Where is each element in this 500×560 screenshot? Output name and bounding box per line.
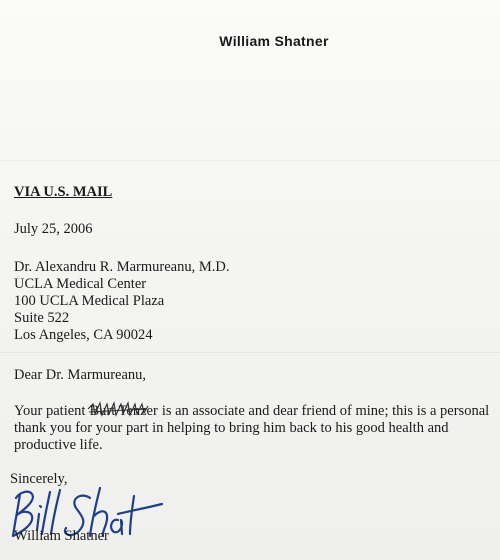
letter-body bbox=[14, 403, 496, 454]
address-line: UCLA Medical Center bbox=[14, 276, 147, 292]
address-line: Dr. Alexandru R. Marmureanu, M.D. bbox=[14, 259, 230, 275]
redacted-patient-name bbox=[89, 403, 157, 420]
body-text-end: is an associate and dear friend of mine; this is a personal thank you for your part in helping to bring him back to his good health and productive life. bbox=[14, 403, 490, 453]
body-text-start: Your patient bbox=[14, 403, 86, 419]
redaction-scribble bbox=[87, 400, 149, 420]
address-line: Los Angeles, CA 90024 bbox=[14, 327, 153, 343]
address-line: 100 UCLA Medical Plaza bbox=[14, 293, 165, 309]
letter-date: July 25, 2006 bbox=[14, 221, 93, 237]
patient-name: Burt Tenzer bbox=[89, 403, 158, 419]
recipient-address bbox=[14, 259, 229, 344]
paper-fold-line bbox=[0, 160, 500, 161]
paper-fold-line bbox=[0, 352, 500, 353]
closing: Sincerely, bbox=[10, 471, 68, 487]
printed-signer-name: William Shatner bbox=[14, 528, 109, 544]
address-line: Suite 522 bbox=[14, 310, 70, 326]
letterhead-name: William Shatner bbox=[219, 33, 329, 49]
salutation: Dear Dr. Marmureanu, bbox=[14, 367, 147, 383]
delivery-method: VIA U.S. MAIL bbox=[14, 184, 113, 200]
